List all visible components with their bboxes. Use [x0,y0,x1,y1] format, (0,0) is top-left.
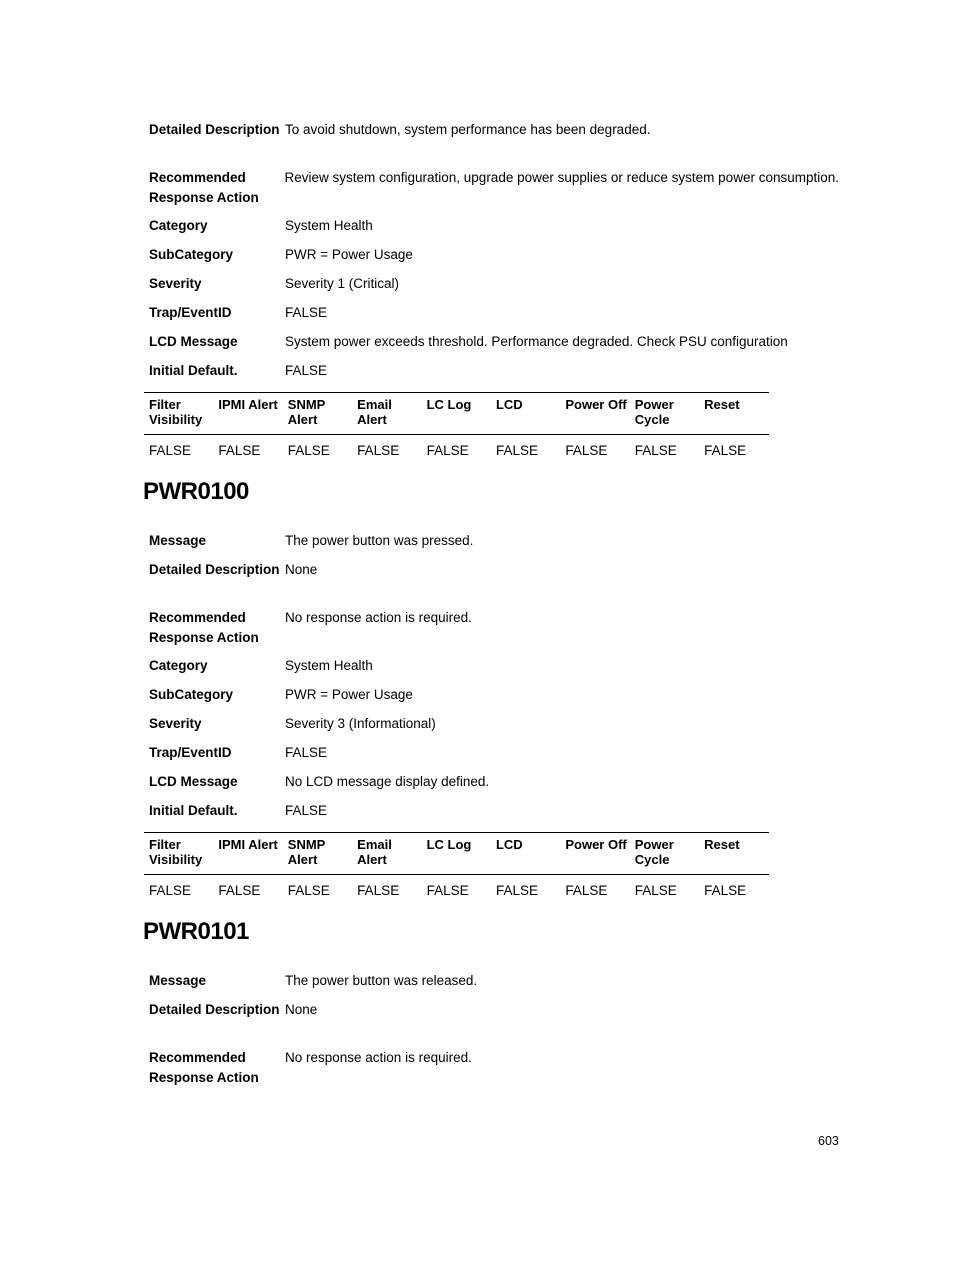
flag-value: FALSE [704,882,747,898]
detail-row [149,608,839,656]
detail-row [149,772,839,801]
top-details [149,120,839,390]
flags-value-row [144,435,769,465]
detail-row [149,560,839,608]
flag-header: LCD [495,397,523,412]
section-title-pwr0101: PWR0101 [143,918,249,945]
flag-value: FALSE [218,442,261,458]
detail-row [149,685,839,714]
flag-header: Email Alert [357,837,392,867]
flag-value: FALSE [287,882,330,898]
flag-header: Email Alert [357,397,392,427]
detail-label: Message [149,533,207,548]
flag-value: FALSE [426,882,469,898]
detail-row [149,245,839,274]
detail-value: No response action is required. [285,610,472,625]
page-number: 603 [818,1134,839,1148]
flags-value-row [144,875,769,905]
detail-label: Initial Default. [149,803,238,818]
flags-table [144,832,769,905]
detail-row [149,743,839,772]
detail-label: Message [149,973,207,988]
detail-value: No response action is required. [285,1050,472,1065]
detail-value: The power button was released. [285,973,478,988]
flags-header-row [144,392,769,435]
detail-value: None [285,1002,318,1017]
detail-label: Trap/EventID [149,745,232,760]
detail-value: No LCD message display defined. [285,774,490,789]
flag-value: FALSE [218,882,261,898]
flag-header: SNMP Alert [287,397,326,427]
flag-value: FALSE [287,442,330,458]
detail-value: Review system configuration, upgrade power supplies or reduce system power consumption. [284,170,839,185]
detail-value: FALSE [285,305,328,320]
detail-row [149,168,839,216]
detail-value: To avoid shutdown, system performance has been degraded. [285,122,651,137]
flag-header: IPMI Alert [218,397,278,412]
detail-value: System power exceeds threshold. Performance degraded. Check PSU configuration [285,334,788,349]
detail-value: FALSE [285,803,328,818]
flag-value: FALSE [495,442,538,458]
detail-label: Detailed Description [149,122,280,137]
detail-value: System Health [285,218,373,233]
detail-label: Recommended Response Action [149,1050,259,1085]
detail-label: Category [149,218,208,233]
flag-value: FALSE [149,442,192,458]
flag-header: Reset [704,397,740,412]
flag-value: FALSE [149,882,192,898]
detail-label: Detailed Description [149,1002,280,1017]
detail-value: FALSE [285,363,328,378]
detail-value: System Health [285,658,373,673]
flag-header: LC Log [426,397,472,412]
flag-header: Power Cycle [634,397,674,427]
flag-header: Filter Visibility [149,837,203,867]
flag-header: SNMP Alert [287,837,326,867]
detail-row [149,120,839,168]
flag-header: Reset [704,837,740,852]
detail-value: Severity 1 (Critical) [285,276,400,291]
detail-label: SubCategory [149,247,234,262]
pwr0100-details [149,531,839,830]
detail-label: LCD Message [149,334,238,349]
pwr0101-details [149,971,839,1096]
detail-value: None [285,562,318,577]
flag-value: FALSE [704,442,747,458]
detail-label: Trap/EventID [149,305,232,320]
detail-row [149,531,839,560]
detail-row [149,971,839,1000]
flag-value: FALSE [357,442,400,458]
flags-table [144,392,769,465]
flag-header: Power Off [565,837,627,852]
detail-label: SubCategory [149,687,234,702]
detail-row [149,274,839,303]
flag-header: LC Log [426,837,472,852]
detail-label: Detailed Description [149,562,280,577]
detail-row [149,361,839,390]
flag-header: Power Off [565,397,627,412]
detail-label: Recommended Response Action [149,170,259,205]
detail-label: Recommended Response Action [149,610,259,645]
detail-row [149,216,839,245]
detail-value: Severity 3 (Informational) [285,716,436,731]
detail-label: Severity [149,716,202,731]
detail-label: Category [149,658,208,673]
flag-header: Filter Visibility [149,397,203,427]
flag-value: FALSE [495,882,538,898]
flag-value: FALSE [565,882,608,898]
detail-row [149,303,839,332]
flag-header: LCD [495,837,523,852]
section-title-pwr0100: PWR0100 [143,478,249,505]
detail-value: The power button was pressed. [285,533,474,548]
detail-value: FALSE [285,745,328,760]
flag-header: Power Cycle [634,837,674,867]
flags-header-row [144,832,769,875]
flag-value: FALSE [634,882,677,898]
flag-value: FALSE [634,442,677,458]
detail-row [149,332,839,361]
detail-label: Severity [149,276,202,291]
detail-row [149,801,839,830]
detail-row [149,1048,839,1096]
detail-row [149,656,839,685]
detail-value: PWR = Power Usage [285,687,413,702]
detail-label: Initial Default. [149,363,238,378]
detail-row [149,714,839,743]
flag-value: FALSE [357,882,400,898]
detail-row [149,1000,839,1048]
flag-value: FALSE [426,442,469,458]
detail-label: LCD Message [149,774,238,789]
detail-value: PWR = Power Usage [285,247,413,262]
flag-header: IPMI Alert [218,837,278,852]
flag-value: FALSE [565,442,608,458]
